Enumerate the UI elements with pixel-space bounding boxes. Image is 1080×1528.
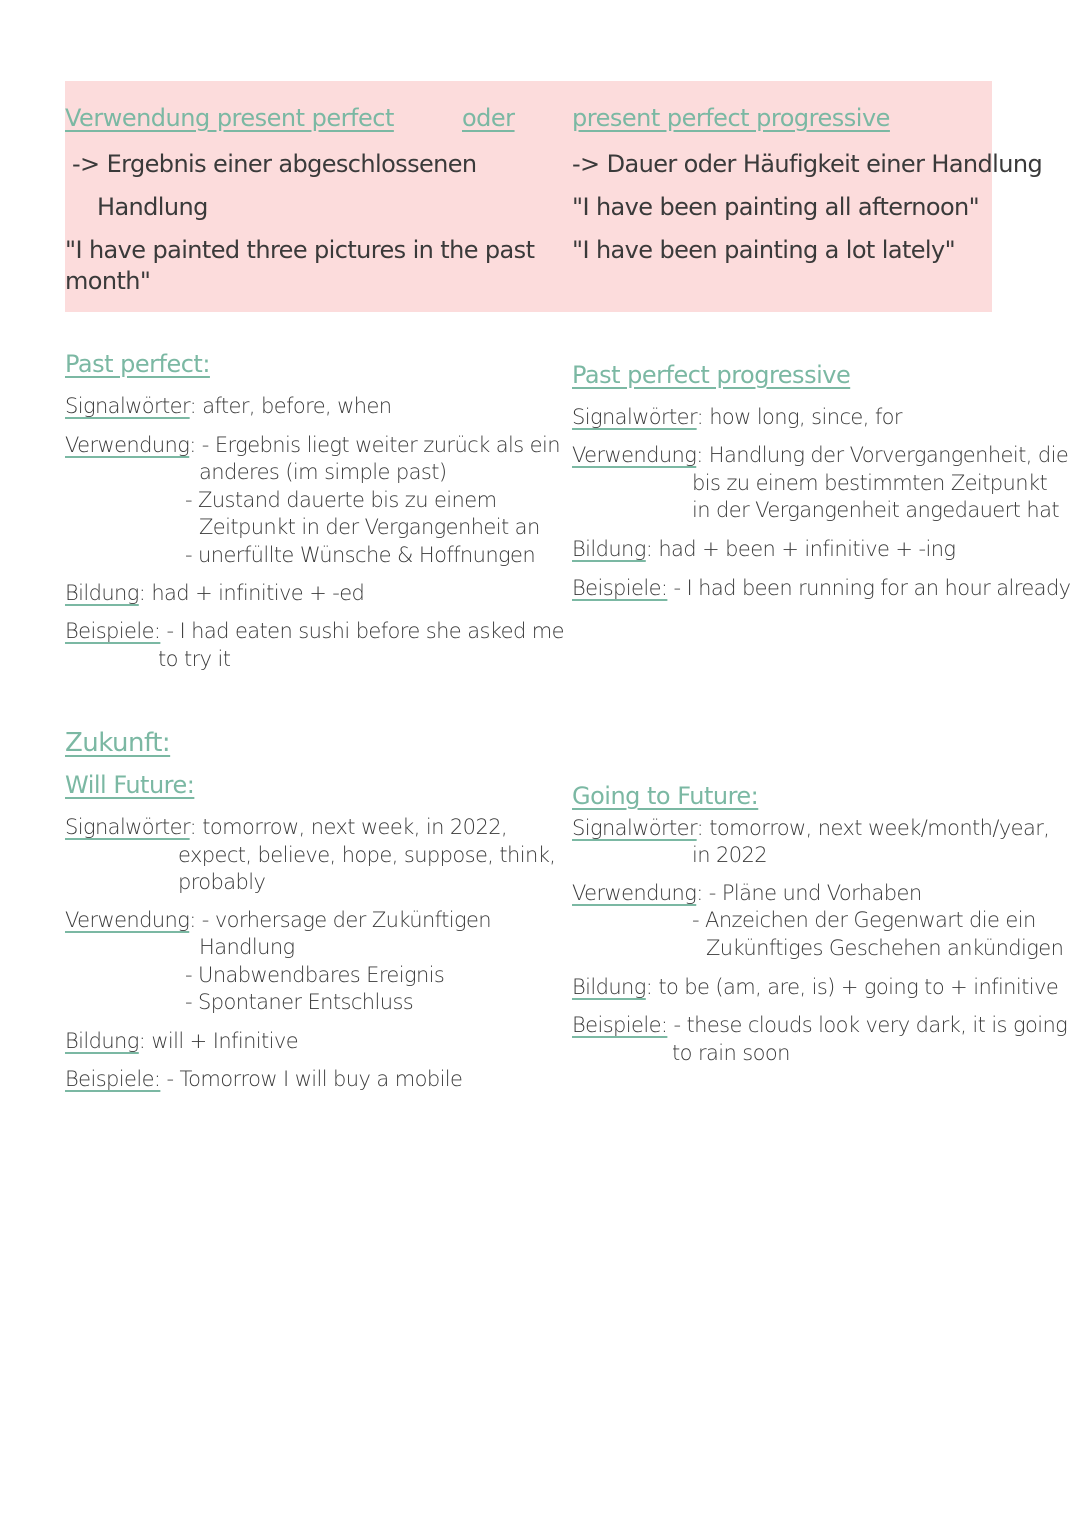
will-future-title: Will Future: (65, 771, 195, 799)
past-perfect-use-line: - unerfüllte Wünsche & Hoffnungen (185, 543, 536, 567)
use-label: Verwendung (65, 433, 190, 457)
going-to-future-title: Going to Future: (572, 782, 759, 810)
use-line: : - Ergebnis liegt weiter zurück als ein (189, 433, 560, 457)
past-perfect-signal (65, 392, 392, 420)
example-line: - I had eaten sushi before she asked me (166, 619, 564, 643)
progressive-example-2: "I have been painting a lot lately" (572, 236, 956, 264)
past-perfect-use-line: - Zustand dauerte bis zu einem (185, 488, 497, 512)
signal-text: : how long, since, for (696, 405, 902, 429)
use-line: : Handlung der Vorvergangenheit, die (696, 443, 1069, 467)
going-form (572, 973, 1058, 1001)
oder-label: oder (462, 104, 515, 132)
past-perfect-example-line: to try it (158, 647, 231, 671)
example-label: Beispiele: (572, 576, 668, 600)
signal-line: : tomorrow, next week/month/year, (696, 816, 1050, 840)
will-use (65, 906, 491, 934)
present-perfect-use-line2: Handlung (97, 193, 208, 221)
form-text: : had + been + infinitive + -ing (645, 537, 956, 561)
going-use-line: - Anzeichen der Gegenwart die ein (692, 908, 1036, 932)
ppp-use-line: bis zu einem bestimmten Zeitpunkt (692, 471, 1048, 495)
example-label: Beispiele: (572, 1013, 668, 1037)
past-perfect-use (65, 431, 560, 459)
going-use-line: Zukünftiges Geschehen ankündigen (706, 936, 1064, 960)
signal-label: Signalwörter (572, 405, 697, 429)
form-label: Bildung (572, 537, 646, 561)
use-line: : - vorhersage der Zukünftigen (189, 908, 491, 932)
past-perfect-title: Past perfect: (65, 350, 210, 378)
form-label: Bildung (65, 1029, 139, 1053)
example-text: - I had been running for an hour already (667, 576, 1071, 600)
signal-label: Signalwörter (65, 815, 190, 839)
going-signal (572, 814, 1049, 842)
signal-label: Signalwörter (572, 816, 697, 840)
present-perfect-example-line2: month" (65, 267, 151, 295)
example-label: Beispiele: (65, 1067, 161, 1091)
past-perfect-use-line: Zeitpunkt in der Vergangenheit an (199, 515, 540, 539)
past-perfect-example (65, 617, 564, 645)
will-signal (65, 813, 507, 841)
present-perfect-heading: Verwendung present perfect (65, 104, 394, 132)
going-example-line: to rain soon (672, 1041, 790, 1065)
present-perfect-example-line1: "I have painted three pictures in the past (65, 236, 535, 264)
past-perfect-form (65, 579, 364, 607)
going-example (572, 1011, 1067, 1039)
signal-text: : after, before, when (189, 394, 392, 418)
form-text: : will + Infinitive (138, 1029, 299, 1053)
form-label: Bildung (572, 975, 646, 999)
example-label: Beispiele: (65, 619, 161, 643)
will-use-line: - Spontaner Entschluss (185, 990, 414, 1014)
past-perfect-progressive-title: Past perfect progressive (572, 361, 851, 389)
use-label: Verwendung (572, 881, 697, 905)
use-label: Verwendung (65, 908, 190, 932)
future-title: Zukunft: (65, 728, 171, 758)
ppp-form (572, 535, 955, 563)
form-text: : had + infinitive + -ed (138, 581, 365, 605)
will-signal-line: probably (178, 870, 266, 894)
use-line: : - Pläne und Vorhaben (696, 881, 922, 905)
progressive-use-line1: -> Dauer oder Häufigkeit einer Handlung (572, 150, 1043, 178)
will-signal-line: expect, believe, hope, suppose, think, (178, 843, 556, 867)
will-example (65, 1065, 462, 1093)
going-use (572, 879, 922, 907)
use-label: Verwendung (572, 443, 697, 467)
will-use-line: Handlung (199, 935, 295, 959)
present-perfect-progressive-heading: present perfect progressive (572, 104, 890, 132)
progressive-example-1: "I have been painting all afternoon" (572, 193, 980, 221)
signal-line: : tomorrow, next week, in 2022, (189, 815, 508, 839)
example-line: - these clouds look very dark, it is going (667, 1013, 1068, 1037)
going-signal-line: in 2022 (692, 843, 768, 867)
form-text: : to be (am, are, is) + going to + infinitive (645, 975, 1059, 999)
past-perfect-use-line: anderes (im simple past) (199, 460, 447, 484)
ppp-signal (572, 403, 902, 431)
present-perfect-use-line1: -> Ergebnis einer abgeschlossenen (72, 150, 477, 178)
ppp-use (572, 441, 1068, 469)
example-text: - Tomorrow I will buy a mobile (160, 1067, 463, 1091)
will-form (65, 1027, 298, 1055)
will-use-line: - Unabwendbares Ereignis (185, 963, 445, 987)
ppp-example (572, 574, 1071, 602)
ppp-use-line: in der Vergangenheit angedauert hat (692, 498, 1059, 522)
signal-label: Signalwörter (65, 394, 190, 418)
form-label: Bildung (65, 581, 139, 605)
